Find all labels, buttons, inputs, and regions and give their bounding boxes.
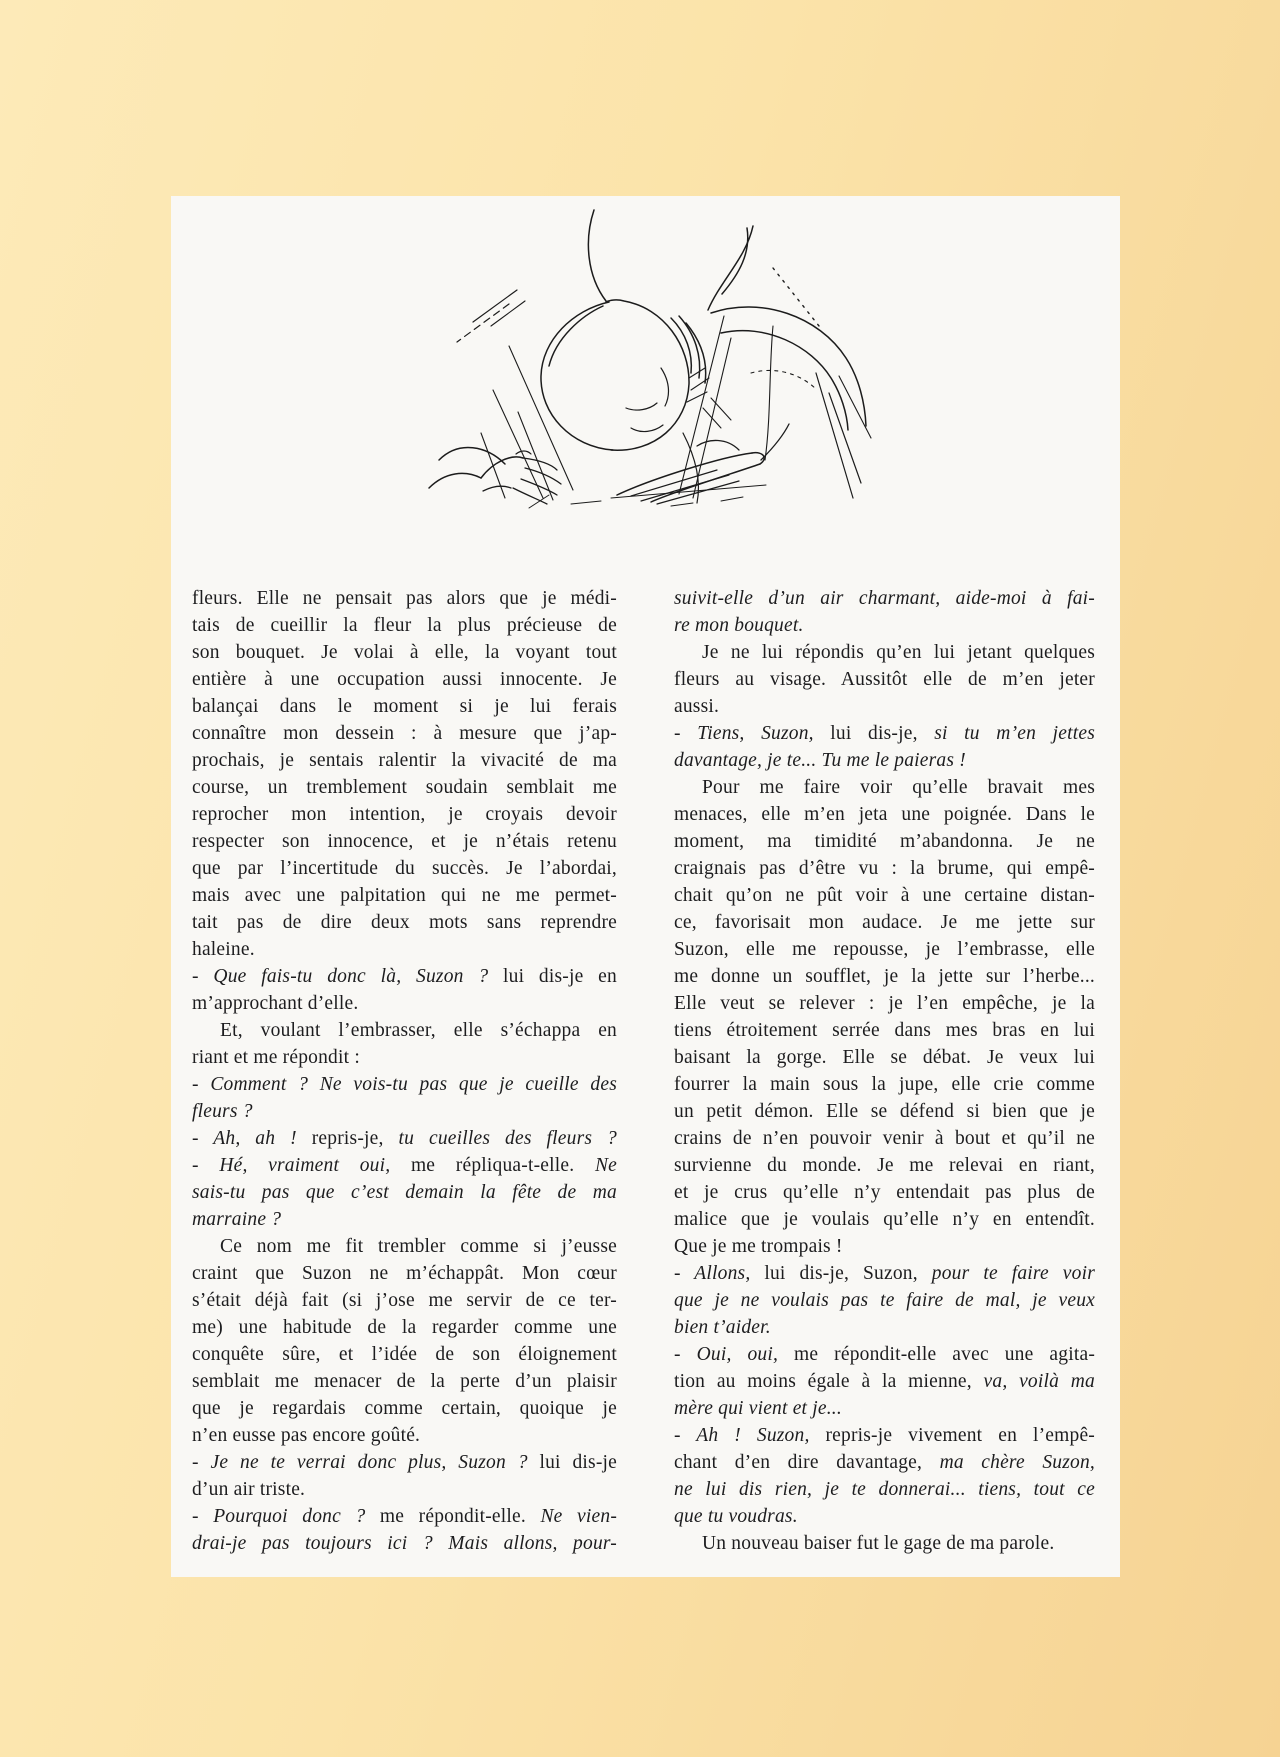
text-segment: fleurs au visage. Aussitôt elle de m’en jeter [674, 669, 1095, 690]
text-segment: tait pas de dire deux mots sans reprendre [192, 912, 617, 933]
text-line [674, 963, 1095, 990]
text-segment: mais avec une palpitation qui ne me permet- [192, 885, 617, 906]
text-segment: Ne [594, 1155, 617, 1176]
text-line [192, 1314, 617, 1341]
text-segment: lui dis-je, Suzon, [764, 1263, 932, 1284]
text-segment: riant et me répondit : [192, 1047, 360, 1068]
text-line [192, 1044, 617, 1071]
text-segment: - Ah ! Suzon, [674, 1425, 826, 1446]
text-line [192, 1017, 617, 1044]
text-segment: connaître mon dessein : à mesure que j’ap- [192, 723, 617, 744]
text-line [674, 666, 1095, 693]
text-line [192, 990, 617, 1017]
text-segment: suivit-elle d’un air charmant, aide-moi à fai- [674, 588, 1095, 609]
text-segment: craignais pas d’être vu : la brume, qui empê- [674, 858, 1095, 879]
text-line [192, 1206, 617, 1233]
text-line [674, 1395, 1095, 1422]
text-line [192, 585, 617, 612]
text-segment: repris-je, [311, 1128, 399, 1149]
text-line [674, 909, 1095, 936]
text-line [674, 1368, 1095, 1395]
text-line [192, 1179, 617, 1206]
text-segment: Et, voulant l’embrasser, elle s’échappa en [220, 1020, 617, 1041]
text-segment: conquête sûre, et l’idée de son éloignement [192, 1344, 617, 1365]
text-segment: m’approchant d’elle. [192, 993, 359, 1014]
text-line [674, 1179, 1095, 1206]
text-segment: moment, ma timidité m’abandonna. Je ne [674, 831, 1095, 852]
text-line [192, 1152, 617, 1179]
text-segment: - Pourquoi donc ? [192, 1506, 380, 1527]
text-segment: me répondit-elle avec une agita- [794, 1344, 1095, 1365]
text-line [674, 1125, 1095, 1152]
text-line [674, 1503, 1095, 1530]
text-segment: que je regardais comme certain, quoique je [192, 1398, 617, 1419]
text-segment: Je ne lui répondis qu’en lui jetant quelques [702, 642, 1095, 663]
text-line [192, 1395, 617, 1422]
text-segment: semblait me menacer de la perte d’un plaisir [192, 1371, 617, 1392]
text-line [674, 1017, 1095, 1044]
text-line [192, 1422, 617, 1449]
text-segment: ne lui dis rien, je te donnerai... tiens, tout ce [674, 1479, 1095, 1500]
text-line [192, 666, 617, 693]
text-line [674, 612, 1095, 639]
text-segment: tais de cueillir la fleur la plus précieuse de [192, 615, 617, 636]
text-segment: s’était déjà fait (si j’ose me servir de ce ter- [192, 1290, 617, 1311]
text-segment: pour te faire voir [931, 1263, 1095, 1284]
text-line [192, 1233, 617, 1260]
text-segment: - Tiens, Suzon, [674, 723, 831, 744]
text-line [674, 828, 1095, 855]
text-segment: tion au moins égale à la mienne, [674, 1371, 984, 1392]
text-segment: course, un tremblement soudain semblait me [192, 777, 617, 798]
text-line [192, 801, 617, 828]
text-line [674, 936, 1095, 963]
text-segment: que par l’incertitude du succès. Je l’abordai, [192, 858, 617, 879]
text-segment: craint que Suzon ne m’échappât. Mon cœur [192, 1263, 617, 1284]
text-segment: me répliqua-t-elle. [410, 1155, 595, 1176]
text-line [674, 1287, 1095, 1314]
text-line [674, 1476, 1095, 1503]
text-line [674, 882, 1095, 909]
text-segment: davantage, je te... Tu me le paieras ! [674, 750, 966, 771]
text-segment: drai-je pas toujours ici ? Mais allons, pour- [192, 1533, 617, 1554]
text-line [192, 1125, 617, 1152]
text-segment: tu cueilles des fleurs ? [398, 1128, 617, 1149]
text-line [192, 1530, 617, 1557]
text-segment: prochais, je sentais ralentir la vivacité de ma [192, 750, 617, 771]
text-segment: - Comment ? Ne vois-tu pas que je cueille des [192, 1074, 617, 1095]
text-line [192, 1449, 617, 1476]
text-line [674, 801, 1095, 828]
text-segment: - Allons, [674, 1263, 765, 1284]
text-line [674, 585, 1095, 612]
text-line [674, 1260, 1095, 1287]
text-segment: Un nouveau baiser fut le gage de ma parole. [702, 1533, 1055, 1554]
page-paper [171, 196, 1120, 1577]
text-segment: - Je ne te verrai donc plus, Suzon ? [192, 1452, 540, 1473]
text-segment: mère qui vient et je... [674, 1398, 842, 1419]
text-line [192, 774, 617, 801]
text-line [192, 828, 617, 855]
text-line [674, 1044, 1095, 1071]
text-segment: ma chère Suzon, [939, 1452, 1095, 1473]
text-segment: si tu m’en jettes [934, 723, 1095, 744]
illustration-sketch [421, 198, 873, 510]
text-line [192, 1071, 617, 1098]
text-line [674, 1206, 1095, 1233]
text-segment: reprocher mon intention, je croyais devoir [192, 804, 617, 825]
text-segment: - Que fais-tu donc là, Suzon ? [192, 966, 504, 987]
text-segment: fleurs ? [192, 1101, 253, 1122]
text-line [674, 1449, 1095, 1476]
text-segment: ce, favorisait mon audace. Je me jette sur [674, 912, 1095, 933]
text-line [192, 1503, 617, 1530]
text-line [674, 1098, 1095, 1125]
text-segment: malice que je voulais qu’elle n’y en entendît. [674, 1209, 1095, 1230]
text-segment: Elle veut se relever : je l’en empêche, je la [674, 993, 1095, 1014]
text-line [192, 936, 617, 963]
text-line [192, 612, 617, 639]
text-segment: fleurs. Elle ne pensait pas alors que je médi- [192, 588, 617, 609]
text-segment: n’en eusse pas encore goûté. [192, 1425, 421, 1446]
text-line [674, 1152, 1095, 1179]
text-segment: me donne un soufflet, je la jette sur l’herbe... [674, 966, 1095, 987]
text-line [192, 693, 617, 720]
text-segment: respecter son innocence, et je n’étais retenu [192, 831, 617, 852]
text-line [674, 774, 1095, 801]
text-line [192, 1260, 617, 1287]
text-segment: - Ah, ah ! [192, 1128, 312, 1149]
text-segment: que tu voudras. [674, 1506, 798, 1527]
text-segment: Que je me trompais ! [674, 1236, 843, 1257]
text-segment: et je crus qu’elle n’y entendait pas plus de [674, 1182, 1095, 1203]
text-segment: lui dis-je, [830, 723, 935, 744]
text-line [674, 1530, 1095, 1557]
text-line [192, 882, 617, 909]
text-line [192, 1368, 617, 1395]
text-segment: que je ne voulais pas te faire de mal, je veux [674, 1290, 1095, 1311]
text-line [674, 855, 1095, 882]
text-segment: me) une habitude de la regarder comme une [192, 1317, 617, 1338]
text-line [192, 720, 617, 747]
text-segment: me répondit-elle. [379, 1506, 541, 1527]
text-segment: Pour me faire voir qu’elle bravait mes [702, 777, 1095, 798]
text-segment: baisant la gorge. Elle se débat. Je veux lui [674, 1047, 1095, 1068]
text-line [674, 1233, 1095, 1260]
text-segment: va, voilà ma [983, 1371, 1095, 1392]
text-segment: bien t’aider. [674, 1317, 771, 1338]
text-line [674, 1071, 1095, 1098]
text-segment: un petit démon. Elle se défend si bien que je [674, 1101, 1095, 1122]
text-segment: - Hé, vraiment oui, [192, 1155, 411, 1176]
text-line [192, 1341, 617, 1368]
text-column-left [192, 585, 617, 1557]
text-line [192, 909, 617, 936]
text-segment: d’un air triste. [192, 1479, 306, 1500]
text-segment: marraine ? [192, 1209, 282, 1230]
text-segment: entière à une occupation aussi innocente. Je [192, 669, 617, 690]
text-line [674, 990, 1095, 1017]
text-segment: survienne du monde. Je me relevai en riant, [674, 1155, 1095, 1176]
text-segment: sais-tu pas que c’est demain la fête de ma [192, 1182, 617, 1203]
text-line [674, 747, 1095, 774]
text-segment: menaces, elle m’en jeta une poignée. Dans le [674, 804, 1095, 825]
text-line [674, 693, 1095, 720]
text-line [192, 639, 617, 666]
text-segment: Ce nom me fit trembler comme si j’eusse [220, 1236, 617, 1257]
text-segment: crains de n’en pouvoir venir à bout et qu’il ne [674, 1128, 1095, 1149]
text-line [192, 1098, 617, 1125]
text-line [674, 639, 1095, 666]
text-line [674, 1314, 1095, 1341]
text-segment: Ne vien- [540, 1506, 617, 1527]
text-segment: repris-je vivement en l’empê- [825, 1425, 1095, 1446]
text-segment: lui dis-je [539, 1452, 617, 1473]
text-segment: chait qu’on ne pût voir à une certaine distan- [674, 885, 1095, 906]
text-segment: aussi. [674, 696, 720, 717]
text-line [674, 1341, 1095, 1368]
text-segment: Suzon, elle me repousse, je l’embrasse, elle [674, 939, 1095, 960]
text-segment: re mon bouquet. [674, 615, 804, 636]
text-line [192, 1476, 617, 1503]
text-segment: balançai dans le moment si je lui ferais [192, 696, 617, 717]
text-segment: haleine. [192, 939, 255, 960]
text-line [674, 720, 1095, 747]
text-segment: - Oui, oui, [674, 1344, 794, 1365]
text-line [192, 855, 617, 882]
ink-sketch-svg [421, 198, 873, 510]
text-line [192, 1287, 617, 1314]
text-segment: lui dis-je en [503, 966, 617, 987]
text-line [192, 747, 617, 774]
text-line [674, 1422, 1095, 1449]
text-column-right [674, 585, 1095, 1557]
text-segment: tiens étroitement serrée dans mes bras en lui [674, 1020, 1095, 1041]
text-segment: son bouquet. Je volai à elle, la voyant tout [192, 642, 617, 663]
text-segment: fourrer la main sous la jupe, elle crie comme [674, 1074, 1095, 1095]
text-segment: chant d’en dire davantage, [674, 1452, 940, 1473]
text-line [192, 963, 617, 990]
